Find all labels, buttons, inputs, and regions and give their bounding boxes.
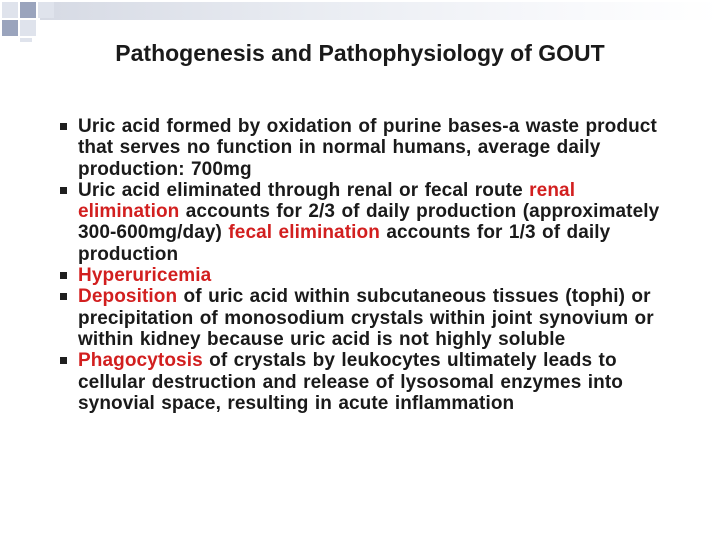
bullet-text: of crystals by leukocytes ultimately leads to cellular destruction and release of lysosomal enzymes into synovial space, resulting in acute inflammation [78, 350, 623, 414]
slide-title: Pathogenesis and Pathophysiology of GOUT [115, 40, 605, 66]
bullet-item [60, 350, 680, 414]
deco-square [2, 20, 18, 36]
bullet-text: Uric acid eliminated through renal or fecal route [78, 179, 530, 201]
corner-decoration [0, 0, 720, 44]
square-bullet-icon [60, 123, 67, 130]
highlighted-term: fecal elimination [228, 222, 380, 244]
bullet-text: of uric acid within subcutaneous tissues (tophi) or precipitation of monosodium crystals within joint synovium or within kidney because uric acid is not highly soluble [78, 286, 654, 350]
bullet-item [60, 116, 680, 180]
bullet-text: accounts for 1/3 of daily production [78, 222, 611, 265]
bullet-list [60, 116, 680, 414]
highlighted-term: Deposition [78, 286, 178, 308]
highlighted-term: Hyperuricemia [78, 265, 212, 287]
bullet-item [60, 180, 680, 265]
highlighted-term: renal elimination [78, 179, 576, 223]
square-bullet-icon [60, 357, 67, 364]
bullet-text: Uric acid formed by oxidation of purine bases-a waste product that serves no function in normal humans, average daily production: 700mg [78, 116, 657, 180]
highlighted-term: Phagocytosis [78, 350, 203, 372]
deco-square [2, 2, 18, 18]
deco-square [20, 20, 36, 36]
bullet-item [60, 286, 680, 350]
square-bullet-icon [60, 272, 67, 279]
bullet-text: accounts for 2/3 of daily production (approximately 300-600mg/day) [78, 201, 660, 244]
header-gradient-bar [40, 2, 720, 20]
bullet-item [60, 265, 680, 286]
square-bullet-icon [60, 187, 67, 194]
deco-square [20, 2, 36, 18]
square-bullet-icon [60, 293, 67, 300]
deco-square [38, 2, 54, 18]
